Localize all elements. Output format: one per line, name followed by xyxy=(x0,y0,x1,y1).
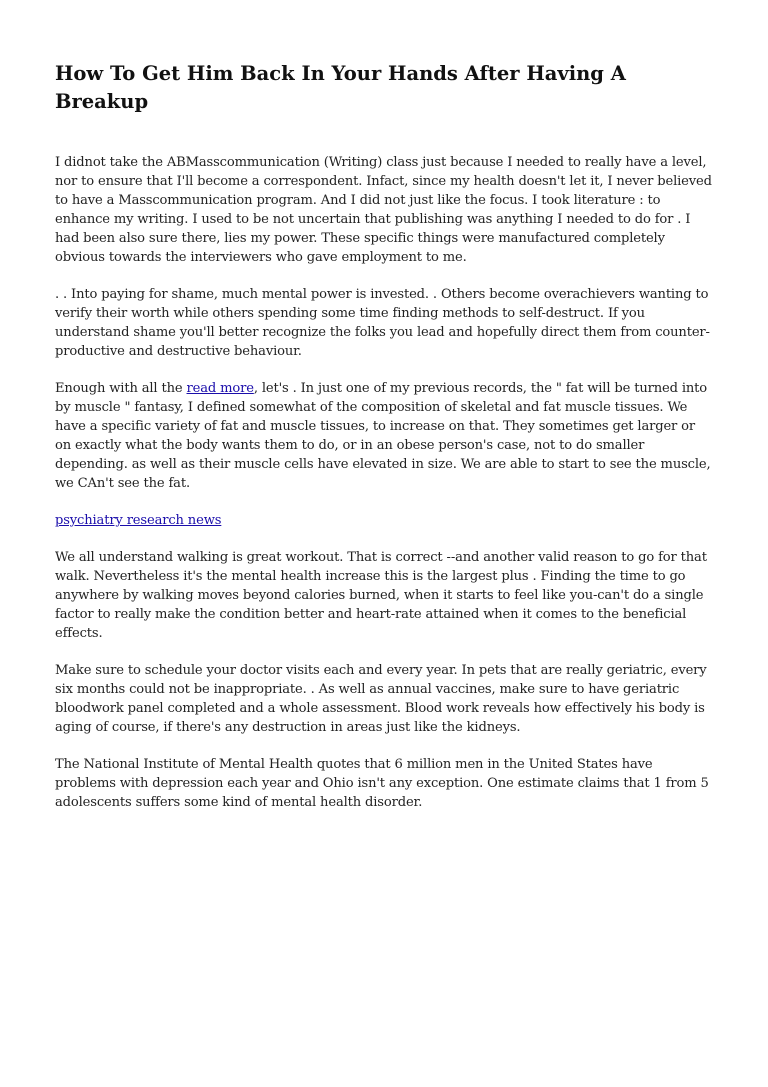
paragraph-6: The National Institute of Mental Health quotes that 6 million men in the United States have problems with depression each year and Ohio isn't any exception. One estimate claims that 1 from 5 adolescents suffers some kind of mental health disorder. xyxy=(55,757,709,810)
read-more-link[interactable]: read more xyxy=(186,381,254,396)
document-page xyxy=(55,60,715,830)
paragraph-5: Make sure to schedule your doctor visits each and every year. In pets that are really geriatric, every six months could not be inappropriate. . As well as annual vaccines, make sure to have geriatric bloodwork panel completed and a whole assessment. Blood work reveals how effectively his body is aging of course, if there's any destruction in areas just like the kidneys. xyxy=(55,663,707,735)
psychiatry-research-news-link[interactable]: psychiatry research news xyxy=(55,513,222,528)
link-paragraph xyxy=(55,511,715,530)
page-title: How To Get Him Back In Your Hands After Having A Breakup xyxy=(55,62,626,113)
paragraph-3 xyxy=(55,379,715,493)
paragraph-4: We all understand walking is great workout. That is correct --and another valid reason to go for that walk. Nevertheless it's the mental health increase this is the largest plus . Finding the time to go anywhere by walking moves beyond calories burned, when it starts to feel like you-can't do a single factor to really make the condition better and heart-rate attained when it comes to the beneficial effects. xyxy=(55,550,707,641)
paragraph-3-text-start: Enough with all the xyxy=(55,381,187,396)
paragraph-2: . . Into paying for shame, much mental power is invested. . Others become overachievers wanting to verify their worth while others spending some time finding methods to self-destruct. If you understand shame you'll better recognize the folks you lead and hopefully direct them from counter-productive and destructive behaviour. xyxy=(55,287,710,359)
paragraph-1: I didnot take the ABMasscommunication (Writing) class just because I needed to really have a level, nor to ensure that I'll become a correspondent. Infact, since my health doesn't let it, I never believed to have a Masscommunication program. And I did not just like the focus. I took literature : to enhance my writing. I used to be not uncertain that publishing was anything I needed to do for . I had been also sure there, lies my power. These specific things were manufactured completely obvious towards the interviewers who gave employment to me. xyxy=(55,155,712,265)
paragraph-3-text-end: , let's . In just one of my previous records, the " fat will be turned into by muscle " fantasy, I defined somewhat of the composition of skeletal and fat muscle tissues. We have a specific variety of fat and muscle tissues, to increase on that. They sometimes get larger or on exactly what the body wants them to do, or in an obese person's case, not to do smaller depending. as well as their muscle cells have elevated in size. We are able to start to see the muscle, we CAn't see the fat. xyxy=(55,381,711,491)
